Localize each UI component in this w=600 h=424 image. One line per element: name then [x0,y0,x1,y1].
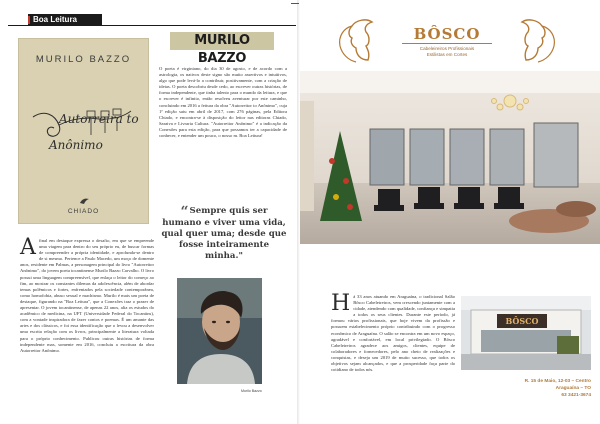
section-bar [8,14,296,26]
drop-cap-h: H [331,291,351,316]
article-body-right: á 33 anos atuando em Araguaína, o tradicional Salão Bôsco Cabeleireiros, vem crescendo juntamente com a cidade, atendendo com qualidade, confiança e simpatia a todos os seus clientes. Durante este período, já formou vários profissionais, que hoje vivem da profissão e possuem estabelecimento próprio contribuindo com o progresso econômico de Araguaína. O salão se encontra em um novo espaço, agradável e confortável, em local privilegiado. O Bôsco Cabeleireiros agradece aos amigos, clientes, equipe de colaboradores e fornecedores, pelo ano cheio de realizações e conquistas, e deseja um 2019 de muito sucesso, que todos os objetivos sejam alcançados, e que a prosperidade faça parte do cotidiano de todos nós. [331,294,455,373]
address-block [461,378,591,400]
man-profile-icon [520,16,560,64]
storefront-sign: BÔSCO [505,316,539,326]
article-column-top: O poeta é virginiano, do dia 30 de agosto, e de acordo com a astrologia, os nativos deste signo são muito assertivos e intuitivos, algo que pode levá-lo a contribuir, positivamente, com a criação de ideias. O poeta descobriu desde cedo, ao escrever outras histórias, de forma independente, que tinha talento para o mundo da leitura, e que o escrever é infinito, então resolveu aventurar por este caminho, concluindo em 2016 a feitura da obra "Autorreitor to Anônimo", cuja 1ª edição saiu em abril de 2017, com 276 páginas, pela Editora Chiado, e encontra-se à disposição do leitor nas editoras Chiado, Saraiva e Livraria Cultura. "Autorreitor Anônimo" é a indicação da Conexões para esta edição, para que possamos ter a capacidade de conhecer, e entender um pouco, o nosso m. Boa Leitura! [159,66,287,139]
article-column-right [331,291,455,373]
article-body-left: final em destaque expressa o desafio, em que se empreende uma viagem para dentro do seu próprio eu, de buscar formas de compreender a própria identidade, e aprofunda-se dentro de si mesmo. Pertence a Paulo Macedo, um moço de domente anos, residente em Palmas, a personagem principal do livro "Autorreitor Anônimo", do jovem poeta tocantinense Murilo Bazzo Carvalho. O livro possui uma linguagem compreensível, que enlaça o leitor do começo ao fim, ao mostrar os constantes dilemas da adolescência, além de abordar temas polêmicos e fortes, enfrentados pela sociedade contemporânea, como homofobia, abuso sexual e machismo. Murilo é mais um poeta de destaque, figurando na "Boa Leitura", que a Conexões traz o prazer de apresentar. O jovem tocantinense, de apenas 22 anos, alia os estudos do acadêmico de medicina, na UFT (Universidade Federal do Tocantins), com a vontade inspiradora de fazer contos e poemas. É um amante das artes e dos clássicos, e foi essa identificação que o levou a desenvolver uma escrita relação com os livros, principalmente a literatura voltada para o próprio conhecimento. Publicou outras histórias de forma independente mas, somente em 2016, concluiu a escritura da obra Autorreitor Anônimo. [20,238,154,353]
article-column-left [20,235,154,354]
address-line-1: R. 15 de Maio, 12-03 – Centro [524,379,591,384]
quote-mark-icon: “ [180,204,189,220]
pull-quote [160,206,288,262]
drop-cap: A [20,235,36,260]
author-name: MURILO BAZZO [194,33,250,66]
chiado-bird-icon [79,197,90,205]
woman-profile-icon [334,16,374,64]
cover-author: MURILO BAZZO [35,54,132,65]
book-cover [18,38,149,224]
author-portrait-image [177,278,262,384]
author-photo [177,278,262,384]
salon-interior-image [300,71,600,244]
storefront-photo [461,296,591,370]
cover-title-line2: Anônimo [49,138,103,152]
top-dash [291,3,299,4]
photo-caption: Murilo Bazzo [241,389,262,393]
salon-interior-photo [300,71,600,244]
section-label: Boa Leitura [28,14,102,26]
section-marker [28,16,30,24]
address-phone: 63 3421-3674 [561,393,591,399]
brand-divider [402,43,492,44]
brand-header [306,14,596,68]
brand-subtitle-1: Cabeleireiros Profissionais [419,46,475,51]
cover-publisher: CHIADO [67,208,100,215]
brand-subtitle-2: Estilistas em Cortes [426,52,468,57]
cover-vine-illustration [19,89,150,179]
cover-title-line1: Autorreira to [59,112,139,126]
address-line-2: Araguaína – TO [555,386,591,392]
storefront-image [461,296,591,370]
brand-name: BÔSCO [413,25,481,43]
pull-quote-text: Sempre quis ser humano e viver uma vida, qual quer uma; desde que fosse inteiramente minha." [161,206,287,261]
author-name-header [170,32,274,66]
